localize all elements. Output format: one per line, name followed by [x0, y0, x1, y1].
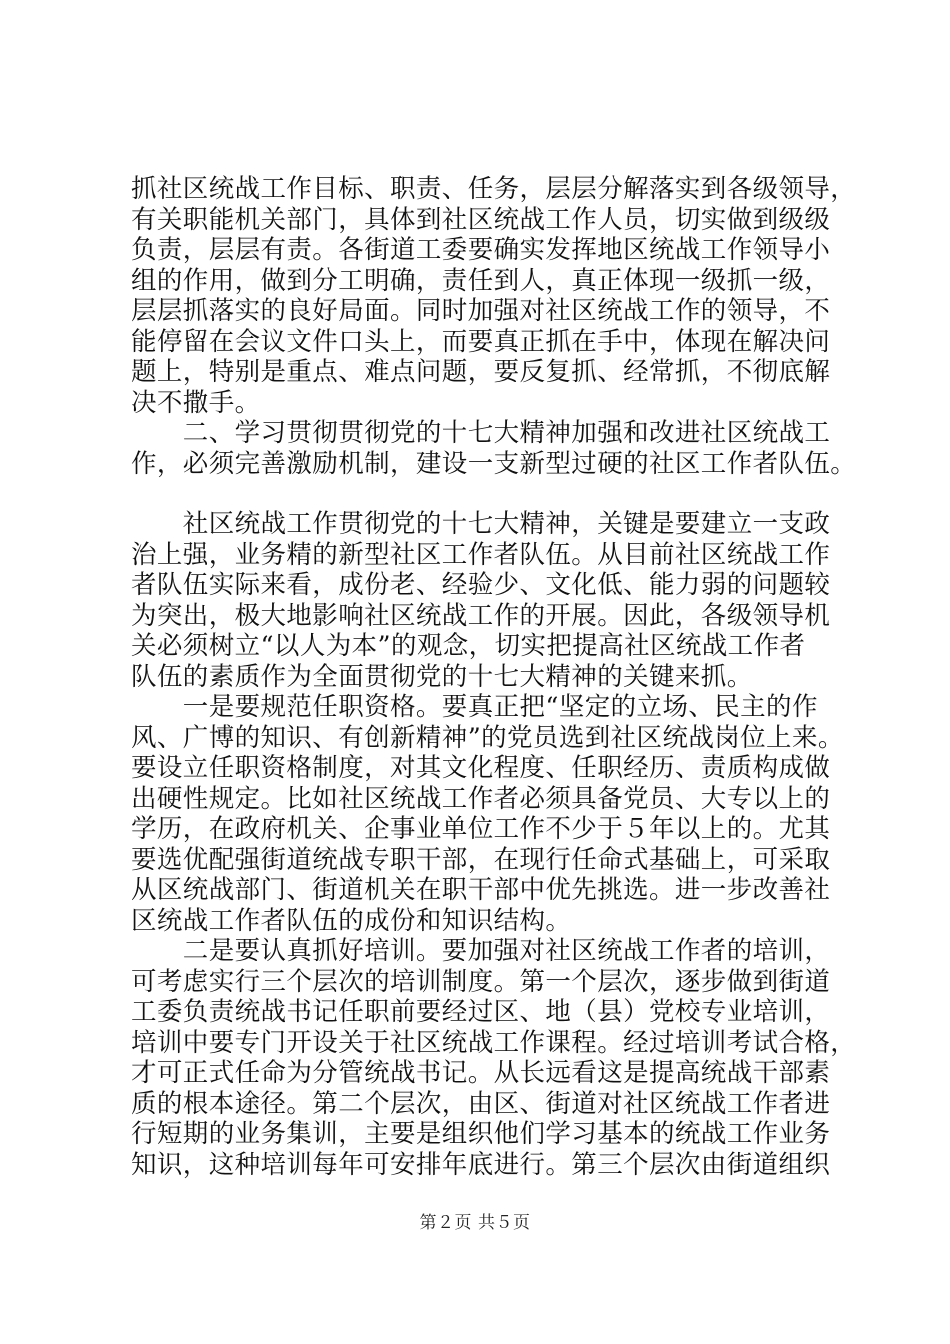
text-line: 题上，特别是重点、难点问题，要反复抓、经常抓，不彻底解	[131, 357, 831, 387]
text-line: 出硬性规定。比如社区统战工作者必须具备党员、大专以上的	[131, 783, 831, 814]
text-line: 要设立任职资格制度，对其文化程度、任职经历、责质构成做	[131, 753, 831, 783]
text-line: 才可正式任命为分管统战书记。从长远看这是提高统战干部素	[131, 1058, 831, 1088]
text-line: 治上强，业务精的新型社区工作者队伍。从目前社区统战工作	[131, 539, 831, 570]
text-line: 组的作用，做到分工明确，责任到人，真正体现一级抓一级，	[131, 265, 831, 296]
text-line: 决不撒手。	[131, 387, 261, 418]
text-line: 行短期的业务集训，主要是组织他们学习基本的统战工作业务	[131, 1119, 831, 1149]
text-line: 能停留在会议文件口头上，而要真正抓在手中，体现在解决问	[131, 326, 831, 357]
text-line: 社区统战工作贯彻党的十七大精神，关键是要建立一支政	[131, 509, 831, 539]
text-line: 可考虑实行三个层次的培训制度。第一个层次，逐步做到街道	[131, 966, 831, 997]
text-line: 从区统战部门、街道机关在职干部中优先挑选。进一步改善社	[131, 875, 831, 905]
text-line: 为突出，极大地影响社区统战工作的开展。因此，各级领导机	[131, 600, 831, 631]
text-line: 要选优配强街道统战专职干部，在现行任命式基础上，可采取	[131, 844, 831, 875]
text-line: 工委负责统战书记任职前要经过区、地（县）党校专业培训，	[131, 997, 831, 1027]
text-line: 风、广博的知识、有创新精神”的党员选到社区统战岗位上来。	[131, 722, 844, 753]
text-line: 负责，层层有责。各街道工委要确实发挥地区统战工作领导小	[131, 235, 831, 265]
text-line: 队伍的素质作为全面贯彻党的十七大精神的关键来抓。	[131, 661, 753, 692]
body-text	[131, 174, 857, 1180]
text-line: 抓社区统战工作目标、职责、任务，层层分解落实到各级领导，	[131, 174, 857, 204]
text-line: 二、学习贯彻贯彻党的十七大精神加强和改进社区统战工	[131, 418, 831, 448]
text-line: 质的根本途径。第二个层次，由区、街道对社区统战工作者进	[131, 1088, 831, 1119]
text-line: 作，必须完善激励机制，建设一支新型过硬的社区工作者队伍。	[131, 448, 857, 479]
text-line: 有关职能机关部门，具体到社区统战工作人员，切实做到级级	[131, 204, 831, 235]
text-line: 者队伍实际来看，成份老、经验少、文化低、能力弱的问题较	[131, 570, 831, 600]
text-block-1	[131, 174, 857, 479]
text-line: 二是要认真抓好培训。要加强对社区统战工作者的培训，	[131, 936, 831, 966]
text-line: 层层抓落实的良好局面。同时加强对社区统战工作的领导，不	[131, 296, 831, 326]
text-line: 学历，在政府机关、企事业单位工作不少于５年以上的。尤其	[131, 814, 831, 844]
text-line: 知识，这种培训每年可安排年底进行。第三个层次由街道组织	[131, 1149, 831, 1180]
page-number-footer: 第２页 共５页	[419, 1213, 531, 1233]
text-line: 关必须树立“以人为本”的观念，切实把提高社区统战工作者	[131, 631, 806, 661]
text-line: 培训中要专门开设关于社区统战工作课程。经过培训考试合格，	[131, 1027, 857, 1058]
paragraph-gap	[131, 479, 847, 509]
text-line: 区统战工作者队伍的成份和知识结构。	[131, 905, 572, 936]
text-line: 一是要规范任职资格。要真正把“坚定的立场、民主的作	[131, 692, 818, 722]
text-block-2	[131, 509, 857, 1180]
